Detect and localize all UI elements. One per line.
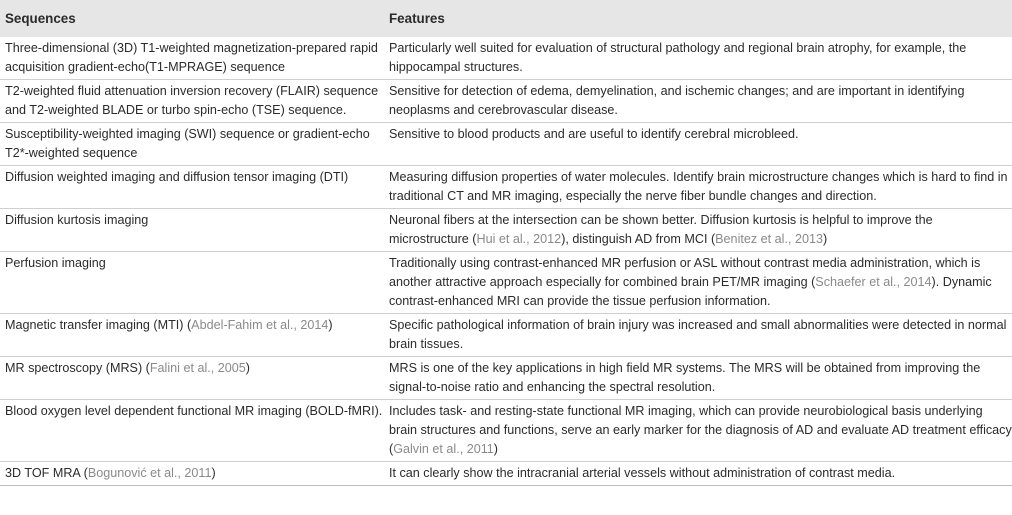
sequence-text: Magnetic transfer imaging (MTI) ( <box>5 318 192 332</box>
features-text: Neuronal fibers at the intersection can be shown better. Diffusion kurtosis is helpful to improve the microstructure ( <box>389 213 933 246</box>
sequence-text: Blood oxygen level dependent functional MR imaging (BOLD-fMRI). <box>5 404 383 418</box>
header-sequences: Sequences <box>5 11 76 26</box>
sequence-cell <box>0 314 389 357</box>
sequence-text-suffix: ) <box>211 466 216 480</box>
features-cell <box>389 209 1012 252</box>
sequence-text-suffix: ) <box>328 318 333 332</box>
features-text: MRS is one of the key applications in high field MR systems. The MRS will be obtained from improving the signal-to-noise ratio and enhancing the spectral resolution. <box>389 361 981 394</box>
table-row <box>0 462 1012 486</box>
header-row <box>0 0 1012 37</box>
features-cell <box>389 123 1012 166</box>
sequence-cell <box>0 37 389 80</box>
sequence-text: Three-dimensional (3D) T1-weighted magnetization-prepared rapid acquisition gradient-echo(T1-MPRAGE) sequence <box>5 41 378 74</box>
citation-link[interactable]: Abdel-Fahim et al., 2014 <box>191 318 329 332</box>
table-row <box>0 314 1012 357</box>
table-row <box>0 37 1012 80</box>
features-cell <box>389 252 1012 314</box>
sequence-cell <box>0 400 389 462</box>
table-row <box>0 400 1012 462</box>
features-cell <box>389 80 1012 123</box>
citation-link[interactable]: Hui et al., 2012 <box>476 232 562 246</box>
features-text: Particularly well suited for evaluation of structural pathology and regional brain atrophy, for example, the hippocampal structures. <box>389 41 967 74</box>
sequence-cell <box>0 209 389 252</box>
features-text: Traditionally using contrast-enhanced MR perfusion or ASL without contrast media administration, which is another attractive approach especially for combined brain PET/MR imaging ( <box>389 256 981 289</box>
features-text: Measuring diffusion properties of water molecules. Identify brain microstructure changes which is hard to find in traditional CT and MR imaging, especially the nerve fiber bundle changes and direction. <box>389 170 1008 203</box>
features-cell <box>389 400 1012 462</box>
sequence-text-suffix: ) <box>245 361 250 375</box>
features-text: ). Dynamic contrast-enhanced MRI can provide the tissue perfusion information. <box>389 275 992 308</box>
sequence-text: Diffusion kurtosis imaging <box>5 213 149 227</box>
sequence-cell <box>0 357 389 400</box>
sequence-text: MR spectroscopy (MRS) ( <box>5 361 150 375</box>
sequence-cell <box>0 166 389 209</box>
features-text: Sensitive for detection of edema, demyelination, and ischemic changes; and are important in identifying neoplasms and cerebrovascular disease. <box>389 84 965 117</box>
table-header <box>0 0 1012 37</box>
sequence-text: 3D TOF MRA ( <box>5 466 88 480</box>
sequence-text: T2-weighted fluid attenuation inversion recovery (FLAIR) sequence and T2-weighted BLADE or turbo spin-echo (TSE) sequence. <box>5 84 379 117</box>
table-row <box>0 209 1012 252</box>
table-row <box>0 123 1012 166</box>
table-row <box>0 357 1012 400</box>
citation-link[interactable]: Falini et al., 2005 <box>149 361 246 375</box>
citation-link[interactable]: Benitez et al., 2013 <box>715 232 823 246</box>
features-cell <box>389 357 1012 400</box>
sequence-text: Diffusion weighted imaging and diffusion tensor imaging (DTI) <box>5 170 349 184</box>
table-body <box>0 37 1012 486</box>
table-row <box>0 252 1012 314</box>
sequence-cell <box>0 252 389 314</box>
sequence-cell <box>0 123 389 166</box>
sequence-text: Perfusion imaging <box>5 256 106 270</box>
features-text: ) <box>493 442 498 456</box>
table-row <box>0 80 1012 123</box>
sequence-cell <box>0 462 389 486</box>
sequence-cell <box>0 80 389 123</box>
features-text: Includes task- and resting-state functional MR imaging, which can provide neurobiological basis underlying brain structures and functions, serve an early marker for the diagnosis of AD and evaluate AD treatment efficacy ( <box>389 404 1012 456</box>
sequence-text: Susceptibility-weighted imaging (SWI) sequence or gradient-echo T2*-weighted sequence <box>5 127 370 160</box>
citation-link[interactable]: Schaefer et al., 2014 <box>815 275 932 289</box>
citation-link[interactable]: Bogunović et al., 2011 <box>87 466 212 480</box>
table-row <box>0 166 1012 209</box>
features-cell <box>389 166 1012 209</box>
features-text: It can clearly show the intracranial arterial vessels without administration of contrast media. <box>389 466 896 480</box>
features-text: Sensitive to blood products and are useful to identify cerebral microbleed. <box>389 127 799 141</box>
features-cell <box>389 37 1012 80</box>
citation-link[interactable]: Galvin et al., 2011 <box>393 442 494 456</box>
features-cell <box>389 314 1012 357</box>
features-text: Specific pathological information of brain injury was increased and small abnormalities were detected in normal brain tissues. <box>389 318 1007 351</box>
features-text: ) <box>822 232 828 246</box>
header-features: Features <box>389 11 445 26</box>
features-text: ), distinguish AD from MCI ( <box>561 232 716 246</box>
features-cell <box>389 462 1012 486</box>
